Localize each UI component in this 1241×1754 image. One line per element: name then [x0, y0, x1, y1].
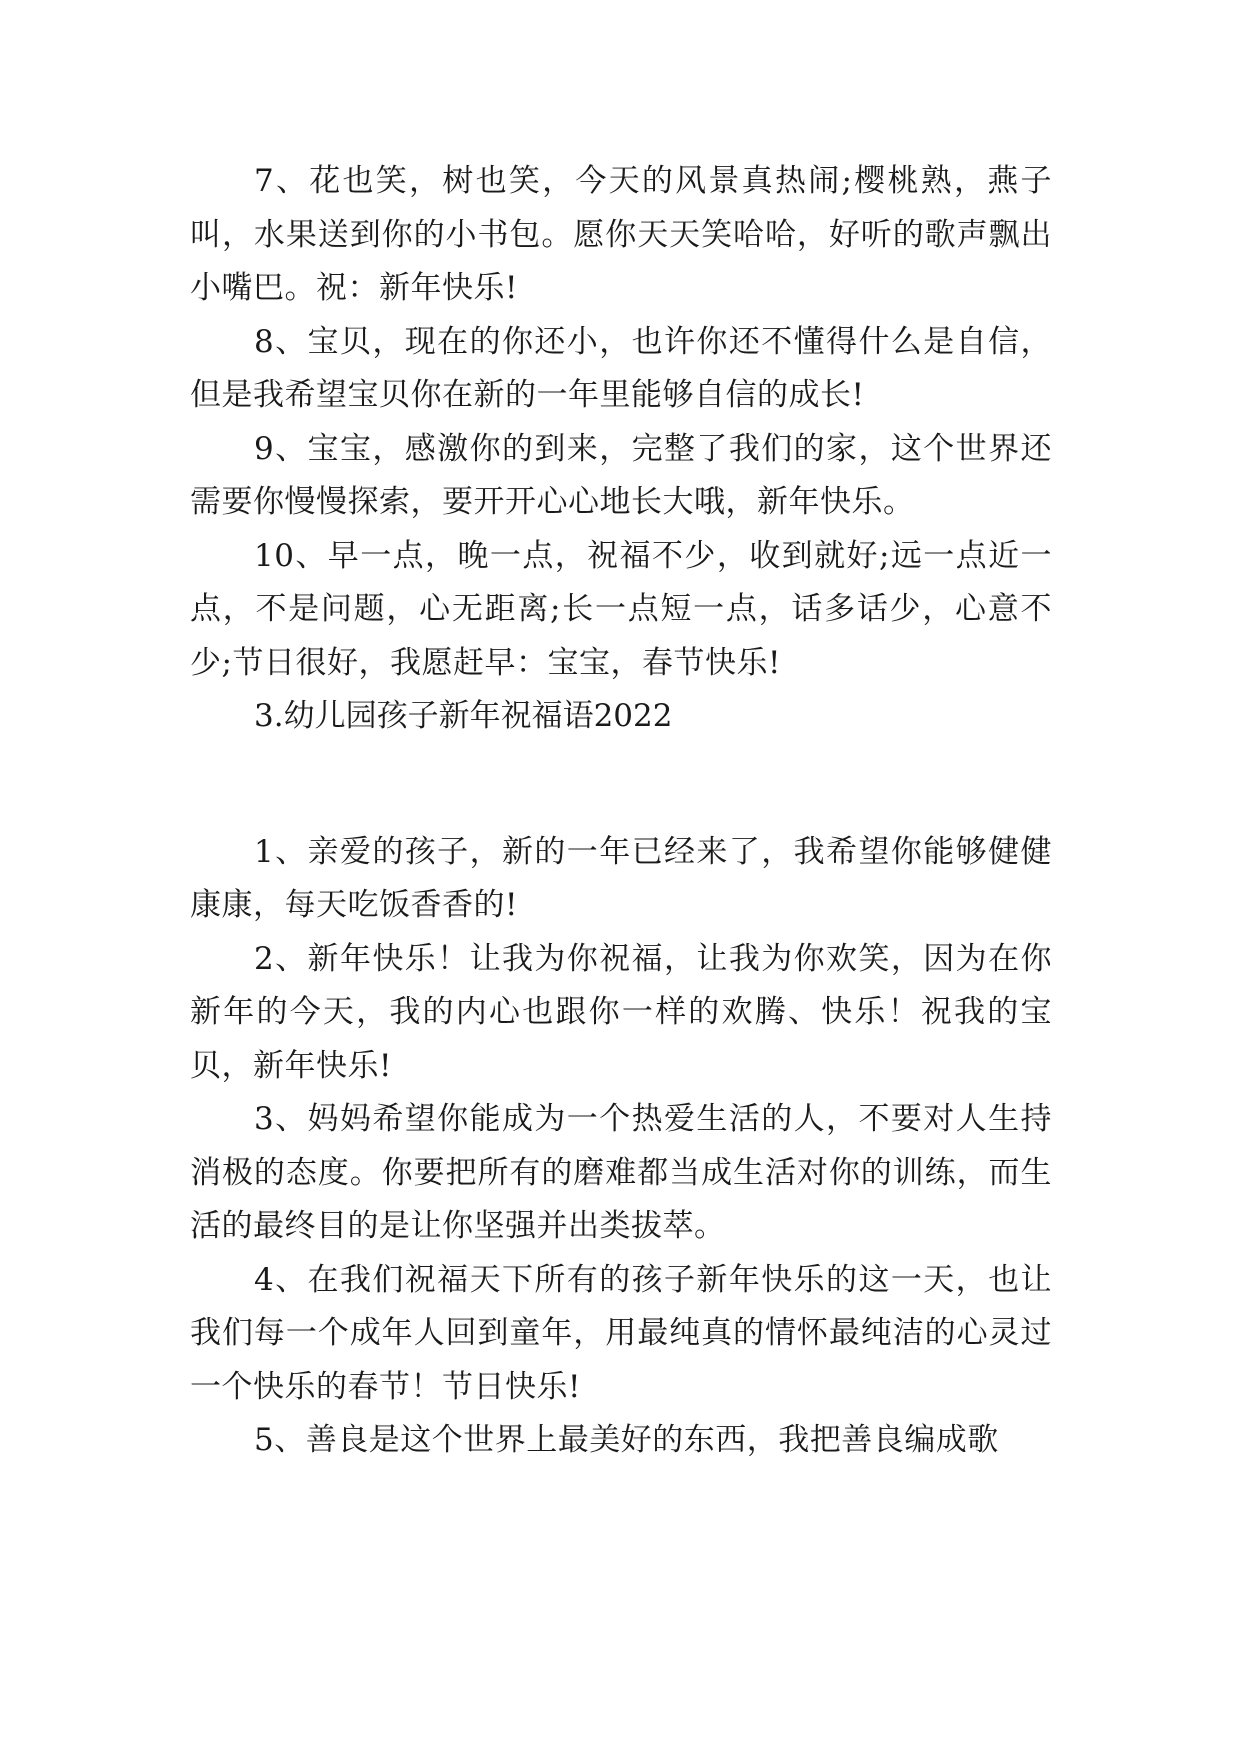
paragraph-9: 9、宝宝，感激你的到来，完整了我们的家，这个世界还需要你慢慢探索，要开开心心地长大哦，新年快乐。 [190, 430, 1052, 520]
paragraph-7: 7、花也笑，树也笑，今天的风景真热闹;樱桃熟，燕子叫，水果送到你的小书包。愿你天天笑哈哈，好听的歌声飘出小嘴巴。祝：新年快乐! [190, 163, 1052, 306]
section-heading: 3.幼儿园孩子新年祝福语2022 [254, 698, 673, 734]
paragraph-8: 8、宝贝，现在的你还小，也许你还不懂得什么是自信，但是我希望宝贝你在新的一年里能够自信的成长! [190, 323, 1052, 413]
paragraph-4: 4、在我们祝福天下所有的孩子新年快乐的这一天，也让我们每一个成年人回到童年，用最纯真的情怀最纯洁的心灵过一个快乐的春节！节日快乐! [190, 1261, 1052, 1405]
paragraph-1: 1、亲爱的孩子，新的一年已经来了，我希望你能够健健康康，每天吃饭香香的! [190, 833, 1052, 923]
paragraph-2: 2、新年快乐！让我为你祝福，让我为你欢笑，因为在你新年的今天，我的内心也跟你一样的欢腾、快乐！祝我的宝贝，新年快乐! [190, 940, 1052, 1084]
paragraph-5: 5、善良是这个世界上最美好的东西，我把善良编成歌 [254, 1422, 999, 1458]
section-spacer [190, 744, 1052, 826]
paragraph-10: 10、早一点，晚一点，祝福不少，收到就好;远一点近一点，不是问题，心无距离;长一点短一点，话多话少，心意不少;节日很好，我愿赶早：宝宝，春节快乐! [190, 537, 1052, 681]
document-page [190, 155, 1052, 1468]
paragraph-3: 3、妈妈希望你能成为一个热爱生活的人，不要对人生持消极的态度。你要把所有的磨难都当成生活对你的训练，而生活的最终目的是让你坚强并出类拔萃。 [190, 1101, 1052, 1244]
